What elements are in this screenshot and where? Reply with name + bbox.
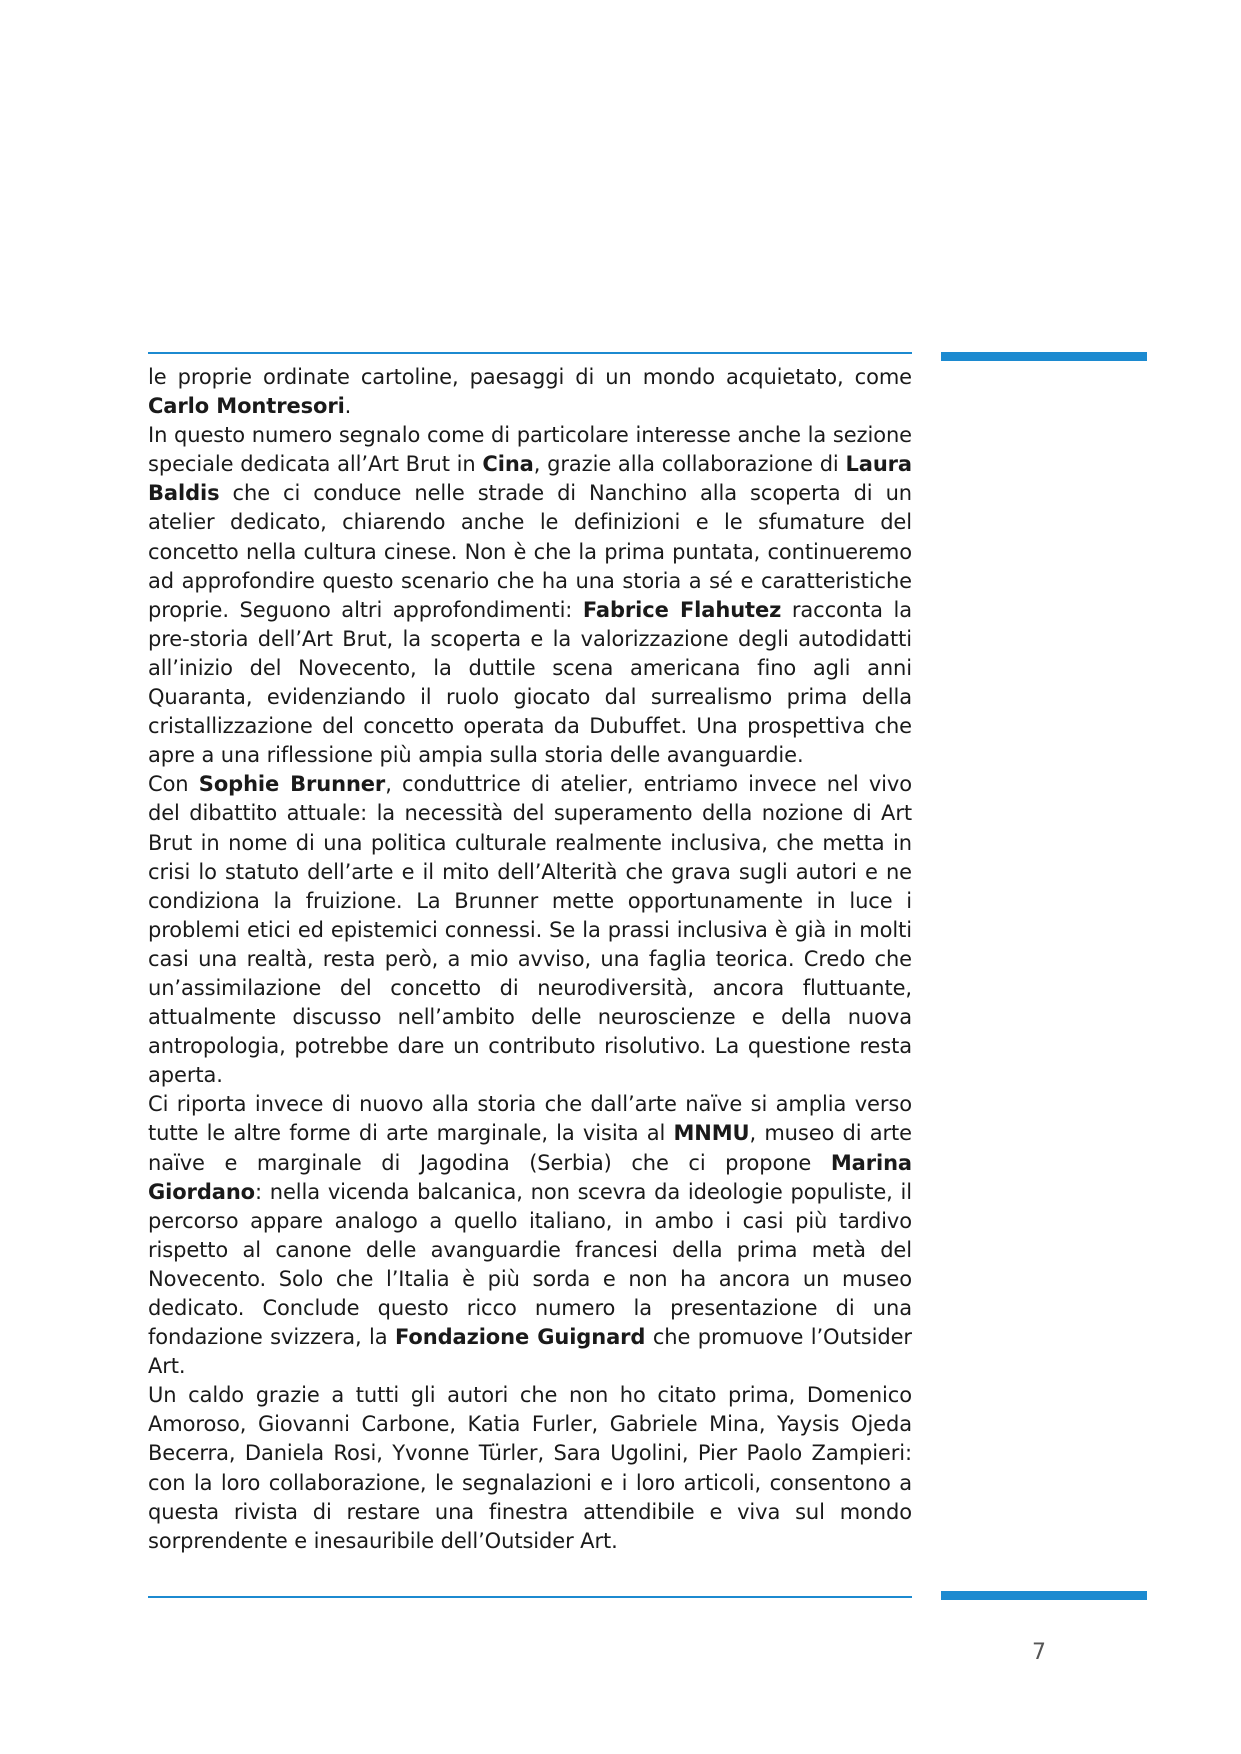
- paragraph: Con Sophie Brunner, conduttrice di atelier, entriamo invece nel vivo del dibattito attuale: la necessità del superamento della nozione di Art Brut in nome di una politica culturale realmente inclusiva, che metta in crisi lo statuto dell’arte e il mito dell’Alterità che grava sugli autori e ne condiziona la fruizione. La Brunner mette opportunamente in luce i problemi etici ed epistemici connessi. Se la prassi inclusiva è già in molti casi una realtà, resta però, a mio avviso, una faglia teorica. Credo che un’assimilazione del concetto di neurodiversità, ancora fluttuante, attualmente discusso nell’ambito delle neuroscienze e della nuova antropologia, potrebbe dare un contributo risolutivo. La questione resta aperta.: [148, 772, 912, 1088]
- foundation-name: Fondazione Guignard: [395, 1325, 646, 1350]
- person-name: Laura Baldis: [148, 452, 912, 506]
- top-accent-bar: [941, 352, 1147, 361]
- top-divider-line: [148, 352, 912, 354]
- person-name: Fabrice Flahutez: [582, 597, 782, 622]
- body-text: [148, 363, 912, 1556]
- bottom-accent-bar: [941, 1591, 1147, 1600]
- page-number: 7: [1032, 1640, 1046, 1665]
- person-name: Carlo Montresori: [148, 394, 345, 419]
- paragraph: le proprie ordinate cartoline, paesaggi di un mondo acquietato, come Carlo Montresori.: [148, 365, 912, 419]
- person-name: Marina Giordano: [148, 1150, 912, 1204]
- person-name: Sophie Brunner: [198, 772, 386, 797]
- paragraph: Un caldo grazie a tutti gli autori che non ho citato prima, Domenico Amoroso, Giovanni Carbone, Katia Furler, Gabriele Mina, Yaysis Ojeda Becerra, Daniela Rosi, Yvonne Türler, Sara Ugolini, Pier Paolo Zampieri: con la loro collaborazione, le segnalazioni e i loro articoli, consentono a questa rivista di restare una finestra attendibile e viva sul mondo sorprendente e inesauribile dell’Outsider Art.: [148, 1383, 912, 1553]
- museum-name: MNMU: [673, 1121, 750, 1146]
- country-name: Cina: [482, 452, 534, 477]
- paragraph: Ci riporta invece di nuovo alla storia che dall’arte naïve si amplia verso tutte le altre forme di arte marginale, la visita al MNMU, museo di arte naïve e marginale di Jagodina (Serbia) che ci propone Marina Giordano: nella vicenda balcanica, non scevra da ideologie populiste, il percorso appare analogo a quello italiano, in ambo i casi più tardivo rispetto al canone delle avanguardie francesi della prima metà del Novecento. Solo che l’Italia è più sorda e non ha ancora un museo dedicato. Conclude questo ricco numero la presentazione di una fondazione svizzera, la Fondazione Guignard che promuove l’Outsider Art.: [148, 1092, 913, 1379]
- paragraph: In questo numero segnalo come di particolare interesse anche la sezione speciale dedicata all’Art Brut in Cina, grazie alla collaborazione di Laura Baldis che ci conduce nelle strade di Nanchino alla scoperta di un atelier dedicato, chiarendo anche le definizioni e le sfumature del concetto nella cultura cinese. Non è che la prima puntata, continueremo ad approfondire questo scenario che ha una storia a sé e caratteristiche proprie. Seguono altri approfondimenti: Fabrice Flahutez racconta la pre-storia dell’Art Brut, la scoperta e la valorizzazione degli autodidatti all’inizio del Novecento, la duttile scena americana fino agli anni Quaranta, evidenziando il ruolo giocato dal surrealismo prima della cristallizzazione del concetto operata da Dubuffet. Una prospettiva che apre a una riflessione più ampia sulla storia delle avanguardie.: [148, 423, 912, 768]
- bottom-divider-line: [148, 1596, 912, 1598]
